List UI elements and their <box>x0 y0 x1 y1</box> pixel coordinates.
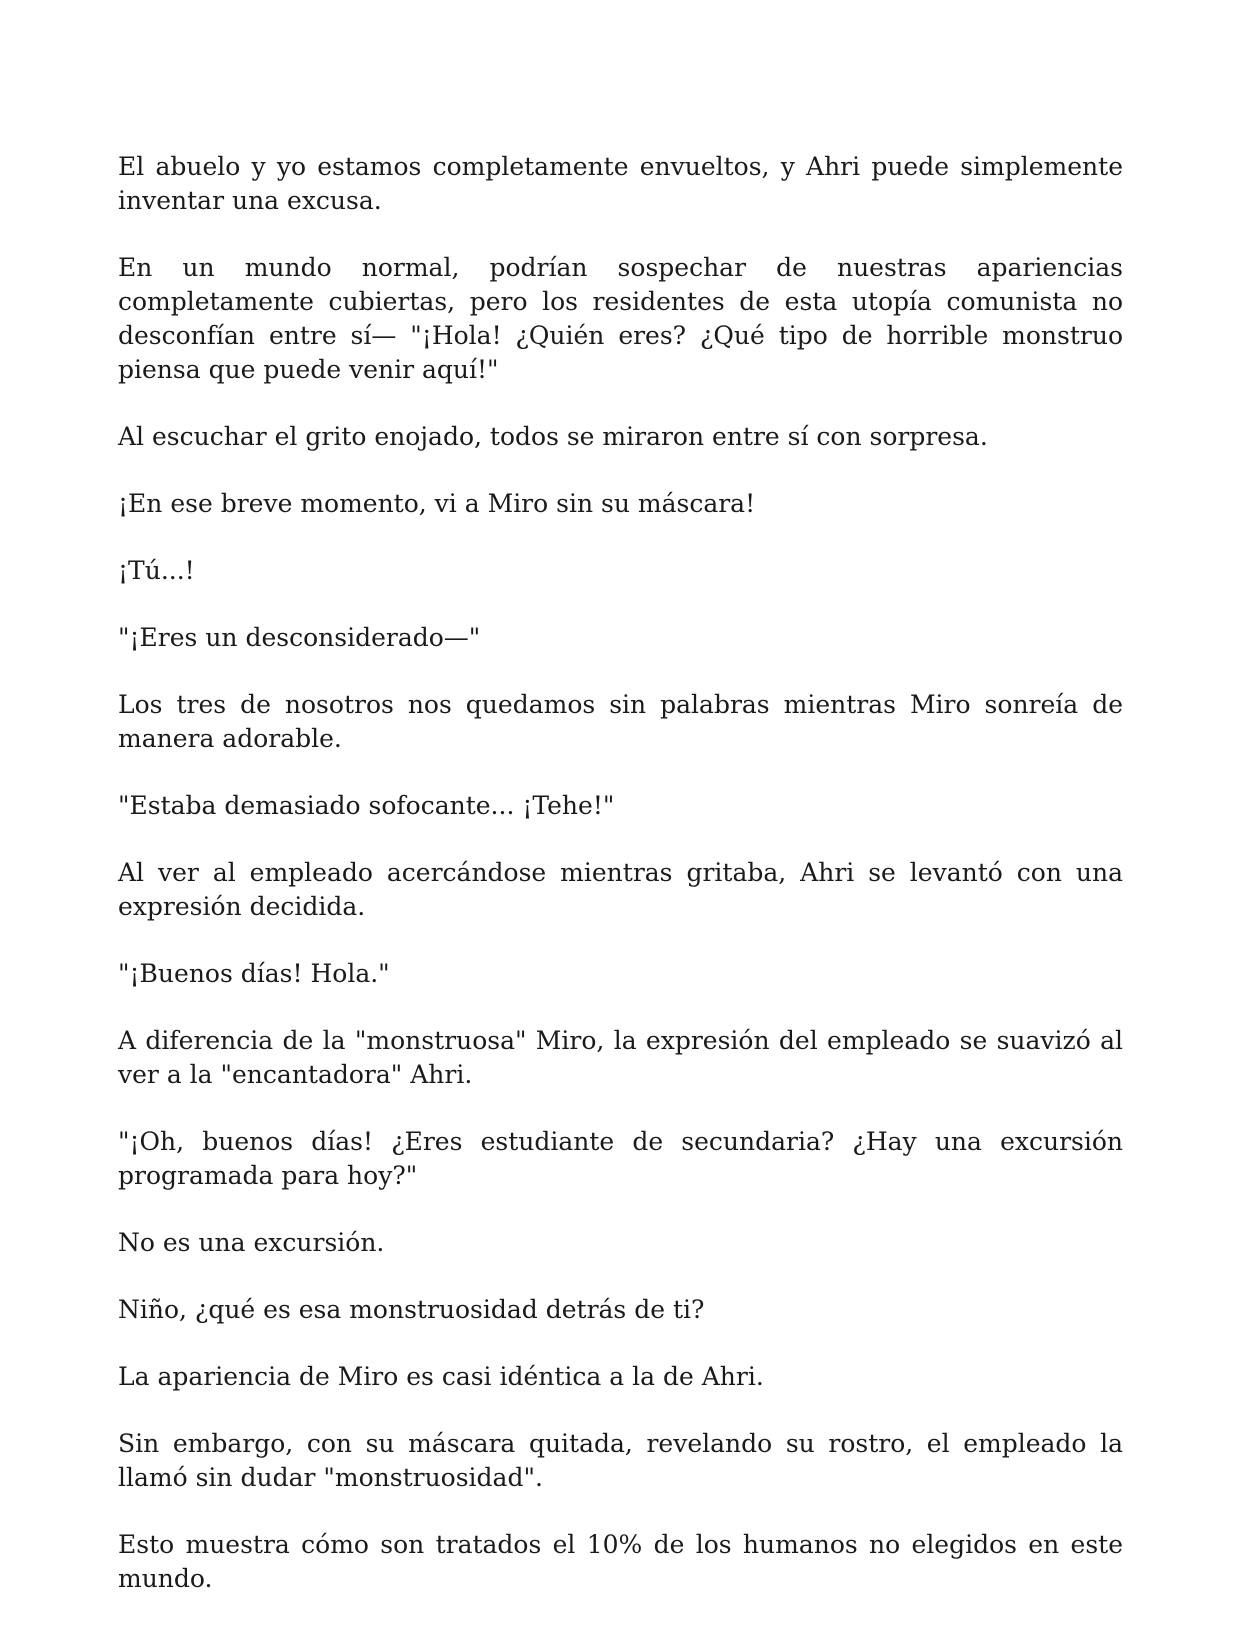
paragraph-1: El abuelo y yo estamos completamente envueltos, y Ahri puede simplemente inventar una excusa. <box>118 152 1123 215</box>
paragraph-17: Esto muestra cómo son tratados el 10% de los humanos no elegidos en este mundo. <box>118 1530 1123 1593</box>
paragraph-14: Niño, ¿qué es esa monstruosidad detrás de ti? <box>118 1295 705 1324</box>
paragraph-8: "Estaba demasiado sofocante... ¡Tehe!" <box>118 791 615 820</box>
paragraph-2: En un mundo normal, podrían sospechar de nuestras apariencias completamente cubiertas, pero los residentes de esta utopía comunista no desconfían entre sí— "¡Hola! ¿Quién eres? ¿Qué tipo de horrible monstruo piensa que puede venir aquí!" <box>118 253 1123 384</box>
paragraph-13: No es una excursión. <box>118 1228 385 1257</box>
paragraph-3: Al escuchar el grito enojado, todos se miraron entre sí con sorpresa. <box>118 422 988 451</box>
paragraph-16: Sin embargo, con su máscara quitada, revelando su rostro, el empleado la llamó sin dudar "monstruosidad". <box>118 1429 1123 1492</box>
paragraph-6: "¡Eres un desconsiderado—" <box>118 623 481 652</box>
paragraph-4: ¡En ese breve momento, vi a Miro sin su máscara! <box>118 489 756 518</box>
paragraph-15: La apariencia de Miro es casi idéntica a la de Ahri. <box>118 1362 764 1391</box>
paragraph-11: A diferencia de la "monstruosa" Miro, la expresión del empleado se suavizó al ver a la "encantadora" Ahri. <box>118 1026 1123 1089</box>
paragraph-12: "¡Oh, buenos días! ¿Eres estudiante de secundaria? ¿Hay una excursión programada para hoy?" <box>118 1127 1123 1190</box>
body-text <box>118 150 1123 1629</box>
paragraph-7: Los tres de nosotros nos quedamos sin palabras mientras Miro sonreía de manera adorable. <box>118 690 1123 753</box>
paragraph-5: ¡Tú...! <box>118 556 195 585</box>
paragraph-10: "¡Buenos días! Hola." <box>118 959 390 988</box>
paragraph-9: Al ver al empleado acercándose mientras gritaba, Ahri se levantó con una expresión decidida. <box>118 858 1123 921</box>
